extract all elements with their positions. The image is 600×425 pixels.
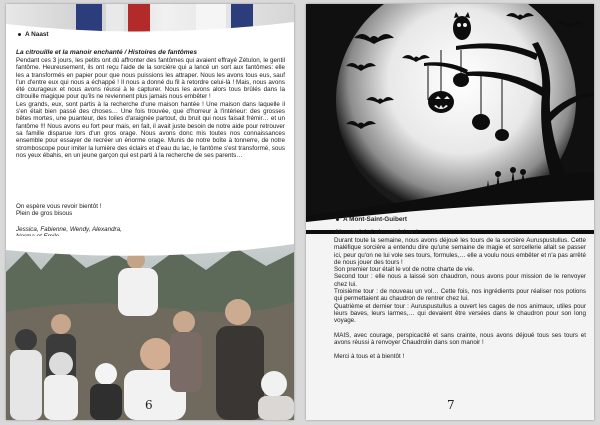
closing-line: On espère vous revoir bientôt ! (16, 203, 102, 210)
page-number: 6 (145, 398, 153, 412)
authors-line: Jessica, Fabienne, Wendy, Alexandra, (16, 226, 122, 233)
right-page (306, 4, 594, 420)
article-line: Quatrième et dernier tour : Auruspustullus a ouvert les cages de nos animaux, utiles pour leurs baves, leurs larmes,… qui devaient être versées dans le chaudron pour son long voyage. (334, 302, 586, 325)
illustration-page-curl (306, 200, 594, 230)
article-line: Second tour : elle nous a laissé son chaudron, nous avons pour mission de le renvoyer chez lui. (334, 273, 586, 288)
bullet-icon (336, 218, 339, 221)
photo-page-curl (6, 236, 294, 270)
header-page-curl (6, 4, 294, 44)
article-line: Son premier tour était le vol de notre charte de vie. (334, 266, 475, 274)
section-label-naast: A Naast (18, 31, 49, 38)
article-naast (16, 49, 285, 159)
closing-greeting (16, 203, 285, 218)
article-mont-saint-guibert (334, 229, 586, 360)
article-paragraph: MAIS, avec courage, perspicacité et sans crainte, nous avons déjoué tous ses tours et avons réussi à renvoyer Chaudrolin dans son manoir ! (334, 331, 586, 346)
closing-line: Plein de gros bisous (16, 210, 73, 218)
section-label-mont-saint-guibert: A Mont-Saint-Guibert (336, 216, 407, 223)
left-page (6, 4, 294, 420)
article-closing: Merci à tous et à bientôt ! (334, 353, 405, 361)
bullet-icon (18, 33, 21, 36)
page-number: 7 (447, 398, 455, 412)
article-paragraph: Pendant ces 3 jours, les petits ont dû affronter des fantômes qui avaient effrayé Zétulon, le gentil fantôme. Heureusement, ils ont reçu l'aide de la sorcière qui a lancé un sort aux fantômes: elle les a transformés en papier pour que nous puissions les attraper. Nous les avons tous eus, sauf l'un d'entre eux qui nous a échappé ! Il nous a donné du fil à retordre celui-là ! Mais, nous avons été courageux et nous avons réussi à le capturer. Nous les avons alors tous brûlés dans la citrouille magique pour qu'ils ne reviennent plus jamais nous embêter ! (16, 57, 285, 101)
article-title: Abracadabri abracadabra ! (334, 229, 418, 236)
article-title: La citrouille et la manoir enchanté / Histoires de fantômes (16, 49, 198, 56)
article-paragraph: Durant toute la semaine, nous avons déjoué les tours de la sorcière Auruspustullus. Cette maléfique sorcière a entendu dire qu'une semaine de magie et sorcellerie allait se passer ici, peur qu'on ne lui vole ses tours, formules,… elle a voulu nous embêter et n'a pas arrêté de nous jouer des tours ! (334, 237, 586, 266)
article-paragraph: Les grands, eux, sont partis à la recherche d'une maison hantée ! Une maison dans laquelle il s'en était bien passé des choses… Une fois trouvée, que d'horreur à l'intérieur: des grosses bêtes mortes, une puanteur, des toiles d'araignée partout, du bruit qui nous faisait frémir… et un fantôme !!! Nous avons eu fort peur mais, en fait, il avait juste besoin de notre aide pour retrouver sa famille disparue lors d'un gros orage. Nous avons donc mis toutes nos connaissances ensemble pour essayer de recréer un énorme orage. Munis de notre boîte à tonnerre, de notre stromboscope pour imiter la lumière des éclairs et d'eau du lac, le fantôme s'est transformé, sous nos yeux ébahis, en un jeune garçon qui est parti à la recherche de ses parents… (16, 100, 285, 159)
article-line: Troisième tour : de nouveau un vol… Cette fois, nos ingrédients pour réaliser nos potions qui permettaient au chaudron de rentrer chez lui. (334, 288, 586, 303)
